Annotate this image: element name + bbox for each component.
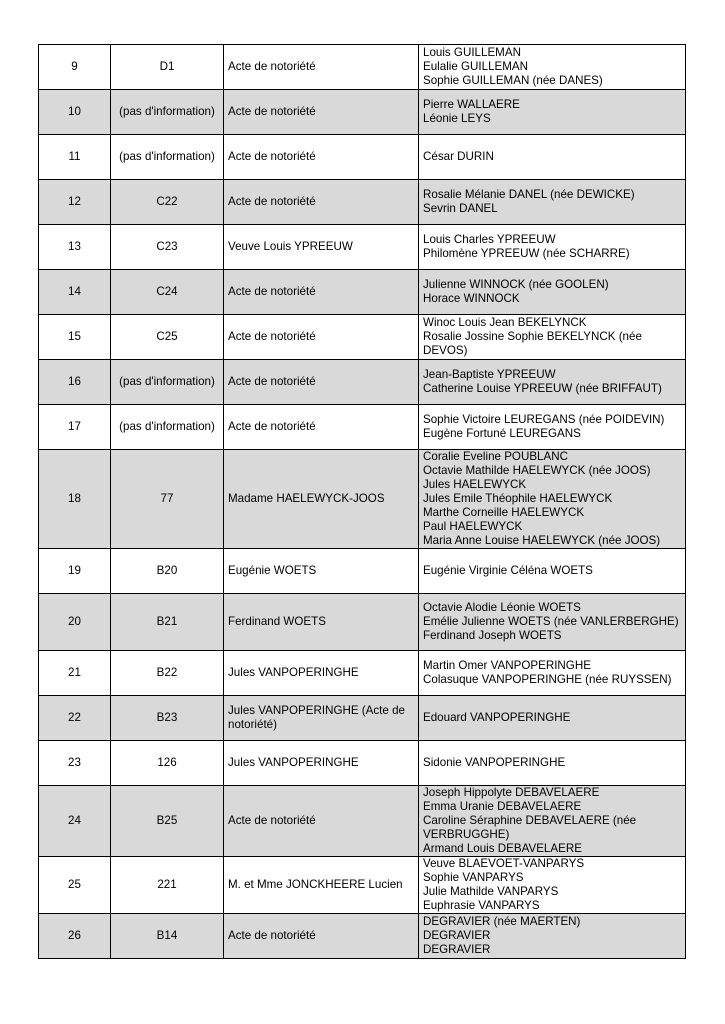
archive-reference: (pas d'information) bbox=[111, 90, 224, 135]
archive-reference: 77 bbox=[111, 450, 224, 549]
archive-reference: B21 bbox=[111, 594, 224, 651]
table-row bbox=[39, 651, 686, 696]
person-name: DEGRAVIER bbox=[423, 929, 491, 942]
person-name: Julienne WINNOCK (née GOOLEN) bbox=[423, 278, 609, 291]
person-name: Louis Charles YPREEUW bbox=[423, 233, 556, 246]
archive-reference: (pas d'information) bbox=[111, 405, 224, 450]
archive-reference: 221 bbox=[111, 857, 224, 914]
deed-description: Jules VANPOPERINGHE bbox=[224, 741, 419, 786]
persons-cell bbox=[419, 651, 686, 696]
deed-description: Acte de notoriété bbox=[224, 90, 419, 135]
deed-description: Eugénie WOETS bbox=[224, 549, 419, 594]
persons-cell bbox=[419, 270, 686, 315]
person-name: Sidonie VANPOPERINGHE bbox=[423, 756, 566, 769]
table-row bbox=[39, 549, 686, 594]
person-name: Emma Uranie DEBAVELAERE bbox=[423, 800, 582, 813]
person-name: Joseph Hippolyte DEBAVELAERE bbox=[423, 786, 600, 799]
person-name: Jules HAELEWYCK bbox=[423, 478, 527, 491]
table-row bbox=[39, 786, 686, 857]
person-name: Colasuque VANPOPERINGHE (née RUYSSEN) bbox=[423, 673, 672, 686]
row-number: 17 bbox=[39, 405, 111, 450]
person-name: Octavie Mathilde HAELEWYCK (née JOOS) bbox=[423, 464, 651, 477]
person-name: DEGRAVIER (née MAERTEN) bbox=[423, 915, 581, 928]
deed-description: Acte de notoriété bbox=[224, 914, 419, 959]
persons-cell bbox=[419, 180, 686, 225]
person-name: Julie Mathilde VANPARYS bbox=[423, 885, 559, 898]
row-number: 22 bbox=[39, 696, 111, 741]
deed-description: Acte de notoriété bbox=[224, 786, 419, 857]
person-name: Ferdinand Joseph WOETS bbox=[423, 629, 562, 642]
table-row bbox=[39, 135, 686, 180]
table-row bbox=[39, 741, 686, 786]
archive-reference: 126 bbox=[111, 741, 224, 786]
row-number: 15 bbox=[39, 315, 111, 360]
persons-cell bbox=[419, 914, 686, 959]
persons-cell bbox=[419, 315, 686, 360]
archive-reference: C24 bbox=[111, 270, 224, 315]
persons-cell bbox=[419, 135, 686, 180]
persons-cell bbox=[419, 594, 686, 651]
deed-description: Acte de notoriété bbox=[224, 360, 419, 405]
table-row bbox=[39, 696, 686, 741]
person-name: Léonie LEYS bbox=[423, 112, 491, 125]
deed-description: Acte de notoriété bbox=[224, 45, 419, 90]
person-name: Horace WINNOCK bbox=[423, 292, 520, 305]
persons-cell bbox=[419, 45, 686, 90]
row-number: 23 bbox=[39, 741, 111, 786]
table-row bbox=[39, 857, 686, 914]
archive-reference: (pas d'information) bbox=[111, 360, 224, 405]
deed-description: Jules VANPOPERINGHE (Acte de notoriété) bbox=[224, 696, 419, 741]
person-name: Eugène Fortuné LEUREGANS bbox=[423, 427, 581, 440]
person-name: Octavie Alodie Léonie WOETS bbox=[423, 601, 581, 614]
person-name: Eulalie GUILLEMAN bbox=[423, 60, 529, 73]
person-name: Paul HAELEWYCK bbox=[423, 520, 523, 533]
table-row bbox=[39, 180, 686, 225]
table-body bbox=[39, 45, 686, 959]
row-number: 21 bbox=[39, 651, 111, 696]
persons-cell bbox=[419, 90, 686, 135]
table-row bbox=[39, 405, 686, 450]
person-name: Euphrasie VANPARYS bbox=[423, 899, 540, 912]
deed-description: Acte de notoriété bbox=[224, 135, 419, 180]
person-name: Jules Emile Théophile HAELEWYCK bbox=[423, 492, 613, 505]
persons-cell bbox=[419, 857, 686, 914]
person-name: Marthe Corneille HAELEWYCK bbox=[423, 506, 585, 519]
table-row bbox=[39, 90, 686, 135]
person-name: Philomène YPREEUW (née SCHARRE) bbox=[423, 247, 630, 260]
archive-reference: C22 bbox=[111, 180, 224, 225]
archive-reference: B22 bbox=[111, 651, 224, 696]
row-number: 16 bbox=[39, 360, 111, 405]
archive-reference: D1 bbox=[111, 45, 224, 90]
persons-cell bbox=[419, 360, 686, 405]
row-number: 14 bbox=[39, 270, 111, 315]
deed-description: Acte de notoriété bbox=[224, 180, 419, 225]
archive-reference: C23 bbox=[111, 225, 224, 270]
table-row bbox=[39, 225, 686, 270]
deed-description: Acte de notoriété bbox=[224, 315, 419, 360]
persons-cell bbox=[419, 405, 686, 450]
person-name: Jean-Baptiste YPREEUW bbox=[423, 368, 556, 381]
person-name: Rosalie Jossine Sophie BEKELYNCK (née DEVOS) bbox=[423, 330, 642, 357]
archive-reference: B14 bbox=[111, 914, 224, 959]
person-name: Emélie Julienne WOETS (née VANLERBERGHE) bbox=[423, 615, 679, 628]
persons-cell bbox=[419, 225, 686, 270]
deed-description: Acte de notoriété bbox=[224, 405, 419, 450]
row-number: 13 bbox=[39, 225, 111, 270]
person-name: Coralie Eveline POUBLANC bbox=[423, 450, 568, 463]
person-name: Sophie VANPARYS bbox=[423, 871, 524, 884]
person-name: Winoc Louis Jean BEKELYNCK bbox=[423, 316, 587, 329]
table-row bbox=[39, 45, 686, 90]
archive-reference: B25 bbox=[111, 786, 224, 857]
person-name: Edouard VANPOPERINGHE bbox=[423, 711, 571, 724]
row-number: 11 bbox=[39, 135, 111, 180]
deed-description: Ferdinand WOETS bbox=[224, 594, 419, 651]
archive-reference: C25 bbox=[111, 315, 224, 360]
row-number: 26 bbox=[39, 914, 111, 959]
archive-reference: B20 bbox=[111, 549, 224, 594]
row-number: 25 bbox=[39, 857, 111, 914]
deed-description: Veuve Louis YPREEUW bbox=[224, 225, 419, 270]
person-name: Rosalie Mélanie DANEL (née DEWICKE) bbox=[423, 188, 635, 201]
person-name: Maria Anne Louise HAELEWYCK (née JOOS) bbox=[423, 534, 661, 547]
heritage-table bbox=[38, 44, 686, 959]
deed-description: Madame HAELEWYCK-JOOS bbox=[224, 450, 419, 549]
person-name: Armand Louis DEBAVELAERE bbox=[423, 842, 582, 855]
table-row bbox=[39, 270, 686, 315]
persons-cell bbox=[419, 741, 686, 786]
person-name: Sevrin DANEL bbox=[423, 202, 498, 215]
person-name: Caroline Séraphine DEBAVELAERE (née VERBRUGGHE) bbox=[423, 814, 637, 841]
person-name: Sophie GUILLEMAN (née DANES) bbox=[423, 74, 603, 87]
row-number: 9 bbox=[39, 45, 111, 90]
persons-cell bbox=[419, 549, 686, 594]
person-name: DEGRAVIER bbox=[423, 943, 491, 956]
person-name: Sophie Victoire LEUREGANS (née POIDEVIN) bbox=[423, 413, 665, 426]
deed-description: M. et Mme JONCKHEERE Lucien bbox=[224, 857, 419, 914]
persons-cell bbox=[419, 450, 686, 549]
deed-description: Acte de notoriété bbox=[224, 270, 419, 315]
row-number: 20 bbox=[39, 594, 111, 651]
table-row bbox=[39, 360, 686, 405]
persons-cell bbox=[419, 786, 686, 857]
row-number: 12 bbox=[39, 180, 111, 225]
person-name: César DURIN bbox=[423, 150, 494, 163]
table-row bbox=[39, 594, 686, 651]
person-name: Catherine Louise YPREEUW (née BRIFFAUT) bbox=[423, 382, 662, 395]
row-number: 24 bbox=[39, 786, 111, 857]
row-number: 19 bbox=[39, 549, 111, 594]
person-name: Pierre WALLAERE bbox=[423, 98, 520, 111]
persons-cell bbox=[419, 696, 686, 741]
archive-reference: B23 bbox=[111, 696, 224, 741]
table-row bbox=[39, 315, 686, 360]
table-row bbox=[39, 450, 686, 549]
row-number: 18 bbox=[39, 450, 111, 549]
row-number: 10 bbox=[39, 90, 111, 135]
person-name: Louis GUILLEMAN bbox=[423, 46, 521, 59]
person-name: Martin Omer VANPOPERINGHE bbox=[423, 659, 591, 672]
person-name: Veuve BLAEVOET-VANPARYS bbox=[423, 857, 585, 870]
archive-reference: (pas d'information) bbox=[111, 135, 224, 180]
table-row bbox=[39, 914, 686, 959]
deed-description: Jules VANPOPERINGHE bbox=[224, 651, 419, 696]
person-name: Eugénie Virginie Céléna WOETS bbox=[423, 564, 593, 577]
